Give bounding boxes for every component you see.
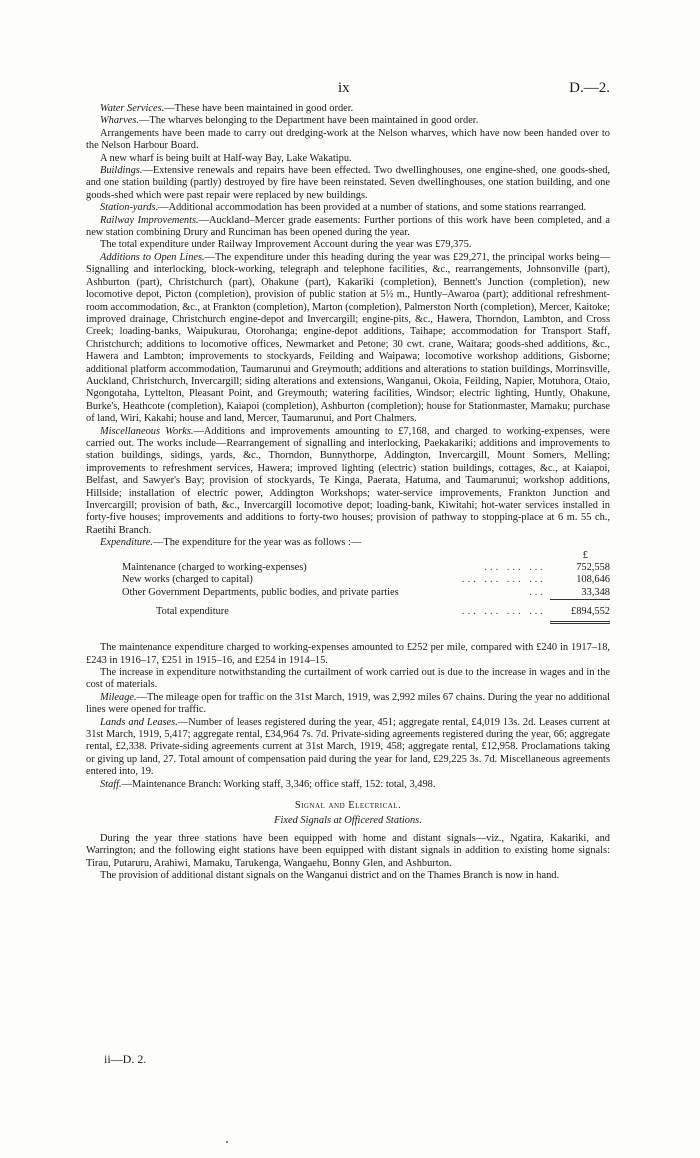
paragraph-maintenance-per-mile: The maintenance expenditure charged to working-expenses amounted to £252 per mile, compared with £240 in 1917–18, £243 in 1916–17, £251 in 1915–16, and £254 in 1914–15. [86,642,610,666]
paragraph-increase: The increase in expenditure notwithstanding the curtailment of work carried out is due to the increase in wages and in the cost of materials. [86,667,610,691]
paragraph-new-wharf: A new wharf is being built at Half-way Bay, Lake Wakatipu. [100,152,352,164]
paragraph-improvement-expenditure: The total expenditure under Railway Improvement Account during the year was £79,375. [100,239,472,251]
scan-speck [226,1141,228,1143]
expenditure-row [86,562,610,574]
expenditure-label: Other Government Departments, public bodies, and private parties [122,586,399,598]
paragraph-mileage: Mileage.—The mileage open for traffic on the 31st March, 1919, was 2,992 miles 67 chains. During the year no additional lines were opened for traffic. [86,691,610,716]
paragraph-staff: Staff.—Maintenance Branch: Working staff, 3,346; office staff, 152: total, 3,498. [100,778,436,790]
paragraph-water-services: Water Services.—These have been maintained in good order. [100,103,354,114]
leader-dots: ... [529,586,546,598]
paragraph-buildings: Buildings.—Extensive renewals and repairs have been effected. Two dwellinghouses, one engine-shed, one goods-shed, and one station building (partly) destroyed by fire have been reinstated. Seven dwellinghouses, one station building, and one goods-shed which were past repair were replaced by new buildings. [86,165,610,201]
spacer [86,624,610,642]
paragraph-additions-open-lines: Additions to Open Lines.—The expenditure under this heading during the year was £29,271, the principal works being—Signalling and interlocking, block-working, telegraph and telephone facilities, &c., rearrangements, Johnsonville (part), Ashburton (part), Christchurch (part), Ohakune (part), Kakariki (completion), Bennett's Junction (completion), new locomotive depot, Picton (completion), provision of public station at 5½ m., Huntly–Awaroa (part); additional refreshment-room accommodation, &c., at Frankton (completion), Marton (completion), Palmerston North (completion), Mercer, Kaitoke; improved drainage, Christchurch engine-depot and Invercargill; engine-pits, &c., Hawera, Thorndon, Lambton, and Cross Creek; loading-banks, Waipukurau, Otorohanga; engine-depot additions, Taihape; accommodation for Transport Staff, Christchurch; additions to locomotive offices, Newmarket and Petone; 30 cwt. crane, Waitara; goods-shed additions, &c., Hawera and Lambton; improvements to stockyards, Feilding and Waipawa; locomotive workshop additions, Gisborne; additional platform accommodation, Taumarunui and Greymouth; additions and alterations to station buildings, Morrinsville, Auckland, Christchurch, Invercargill; siding alterations and extensions, Wanganui, Okoia, Feilding, Napier, Motuhora, Otaio, Ngongotaha, Lyttelton, Pleasant Point, and Greymouth; watering facilities, Windsor; electric lighting, Huntly, Ohakune, Burke's, Heathcote (completion), Kaiapoi (completion), Ashburton (completion); house for Stationmaster, Mamaku; purchase of land, Wiri, Kakahi; house and land, Mercer, Taumarunui, and Port Chalmers. [86,251,611,425]
paragraph-lands-leases: Lands and Leases.—Number of leases registered during the year, 451; aggregate rental, £4,019 13s. 2d. Leases current at 31st March, 1919, 5,417; aggregate rental, £34,964 7s. 7d. Private-siding agreements registered during the year, 66; aggregate rental, £2,338. Private-siding agreements current at 31st March, 1919, 458; aggregate rental, £12,958. Proclamations taking or giving up land, 27. Total amount of compensation paid during the year for land, £29,225 3s. 7d. Miscellaneous agreements entered into, 19. [86,716,611,778]
leader-dots: ... ... ... ... [462,606,546,618]
expenditure-amount: 33,348 [581,586,610,598]
expenditure-amount: 752,558 [576,562,610,574]
sum-rule [550,599,610,600]
paragraph-miscellaneous-works: Miscellaneous Works.—Additions and improvements amounting to £7,168, and charged to working-expenses, were carried out. The works include—Rearrangement of signalling and interlocking, Paekakariki; additions and improvements to station buildings, sidings, yards, &c., Thorndon, Bunnythorpe, Addington, Invercargill, Mount Somers, Melling; improvements to refreshment services, Hawera; improved lighting (electric) station buildings, cottages, &c., at Kaiapoi, Belfast, and Sawyer's Bay; provision of stockyards, Te Kinga, Paerata, Hatuma, and Taumarunui; workshop additions, Hillside; installation of electric power, Addington Workshops; water-service improvements, Frankton Junction and Invercargill; provision of bath, &c., Invercargill locomotive depot; loading-bank, Kiwitahi; hot-water services installed in forty-five houses; improvements and additions to forty-two houses; provision of pathway to stopping-place at 6 m. 55 ch., Raetihi Branch. [86,425,611,536]
expenditure-total-row [86,606,610,620]
total-amount: £894,552 [571,606,610,618]
expenditure-table [86,550,610,625]
section-title: Signal and Electrical. [294,800,402,812]
paragraph-railway-improvements: Railway Improvements.—Auckland–Mercer grade easements: Further portions of this work have been completed, and a new station combining Drury and Runciman has been opened during the year. [86,214,610,239]
paragraph-expenditure: Expenditure.—The expenditure for the year was as follows :— [100,537,362,549]
leader-dots: ... ... ... [484,562,546,574]
leader-dots: ... ... ... ... [462,574,546,586]
expenditure-row [86,587,610,599]
expenditure-amount: 108,646 [576,574,610,586]
paragraph-dredging: Arrangements have been made to carry out dredging-work at the Nelson wharves, which have now been handed over to the Nelson Harbour Board. [86,127,610,152]
section-subtitle: Fixed Signals at Officered Stations. [274,815,422,827]
paragraph-station-yards: Station-yards.—Additional accommodation has been provided at a number of stations, and some stations rearranged. [100,202,587,214]
paragraph-distant-signals: The provision of additional distant signals on the Wanganui district and on the Thames Branch is now in hand. [100,870,560,882]
document-reference: D.—2. [569,80,610,96]
page-number: ix [338,80,350,96]
total-label: Total expenditure [156,606,229,618]
document-body [86,103,610,883]
page-header [86,80,610,100]
expenditure-row [86,574,610,586]
paragraph-wharves: Wharves.—The wharves belonging to the Department have been maintained in good order. [100,115,479,127]
expenditure-label: Maintenance (charged to working-expenses) [122,562,307,574]
expenditure-label: New works (charged to capital) [122,574,253,586]
paragraph-signals-equipped: During the year three stations have been equipped with home and distant signals—viz., Ngatira, Kakariki, and Warrington; and the following eight stations have been equipped with distant signals in addition to existing home signals: Tirau, Putaruru, Arahiwi, Mamaku, Tarukenga, Wangaehu, Bonny Glen, and Ashburton. [86,832,610,869]
expenditure-unit: £ [582,549,588,561]
page-signature: ii—D. 2. [104,1052,147,1066]
